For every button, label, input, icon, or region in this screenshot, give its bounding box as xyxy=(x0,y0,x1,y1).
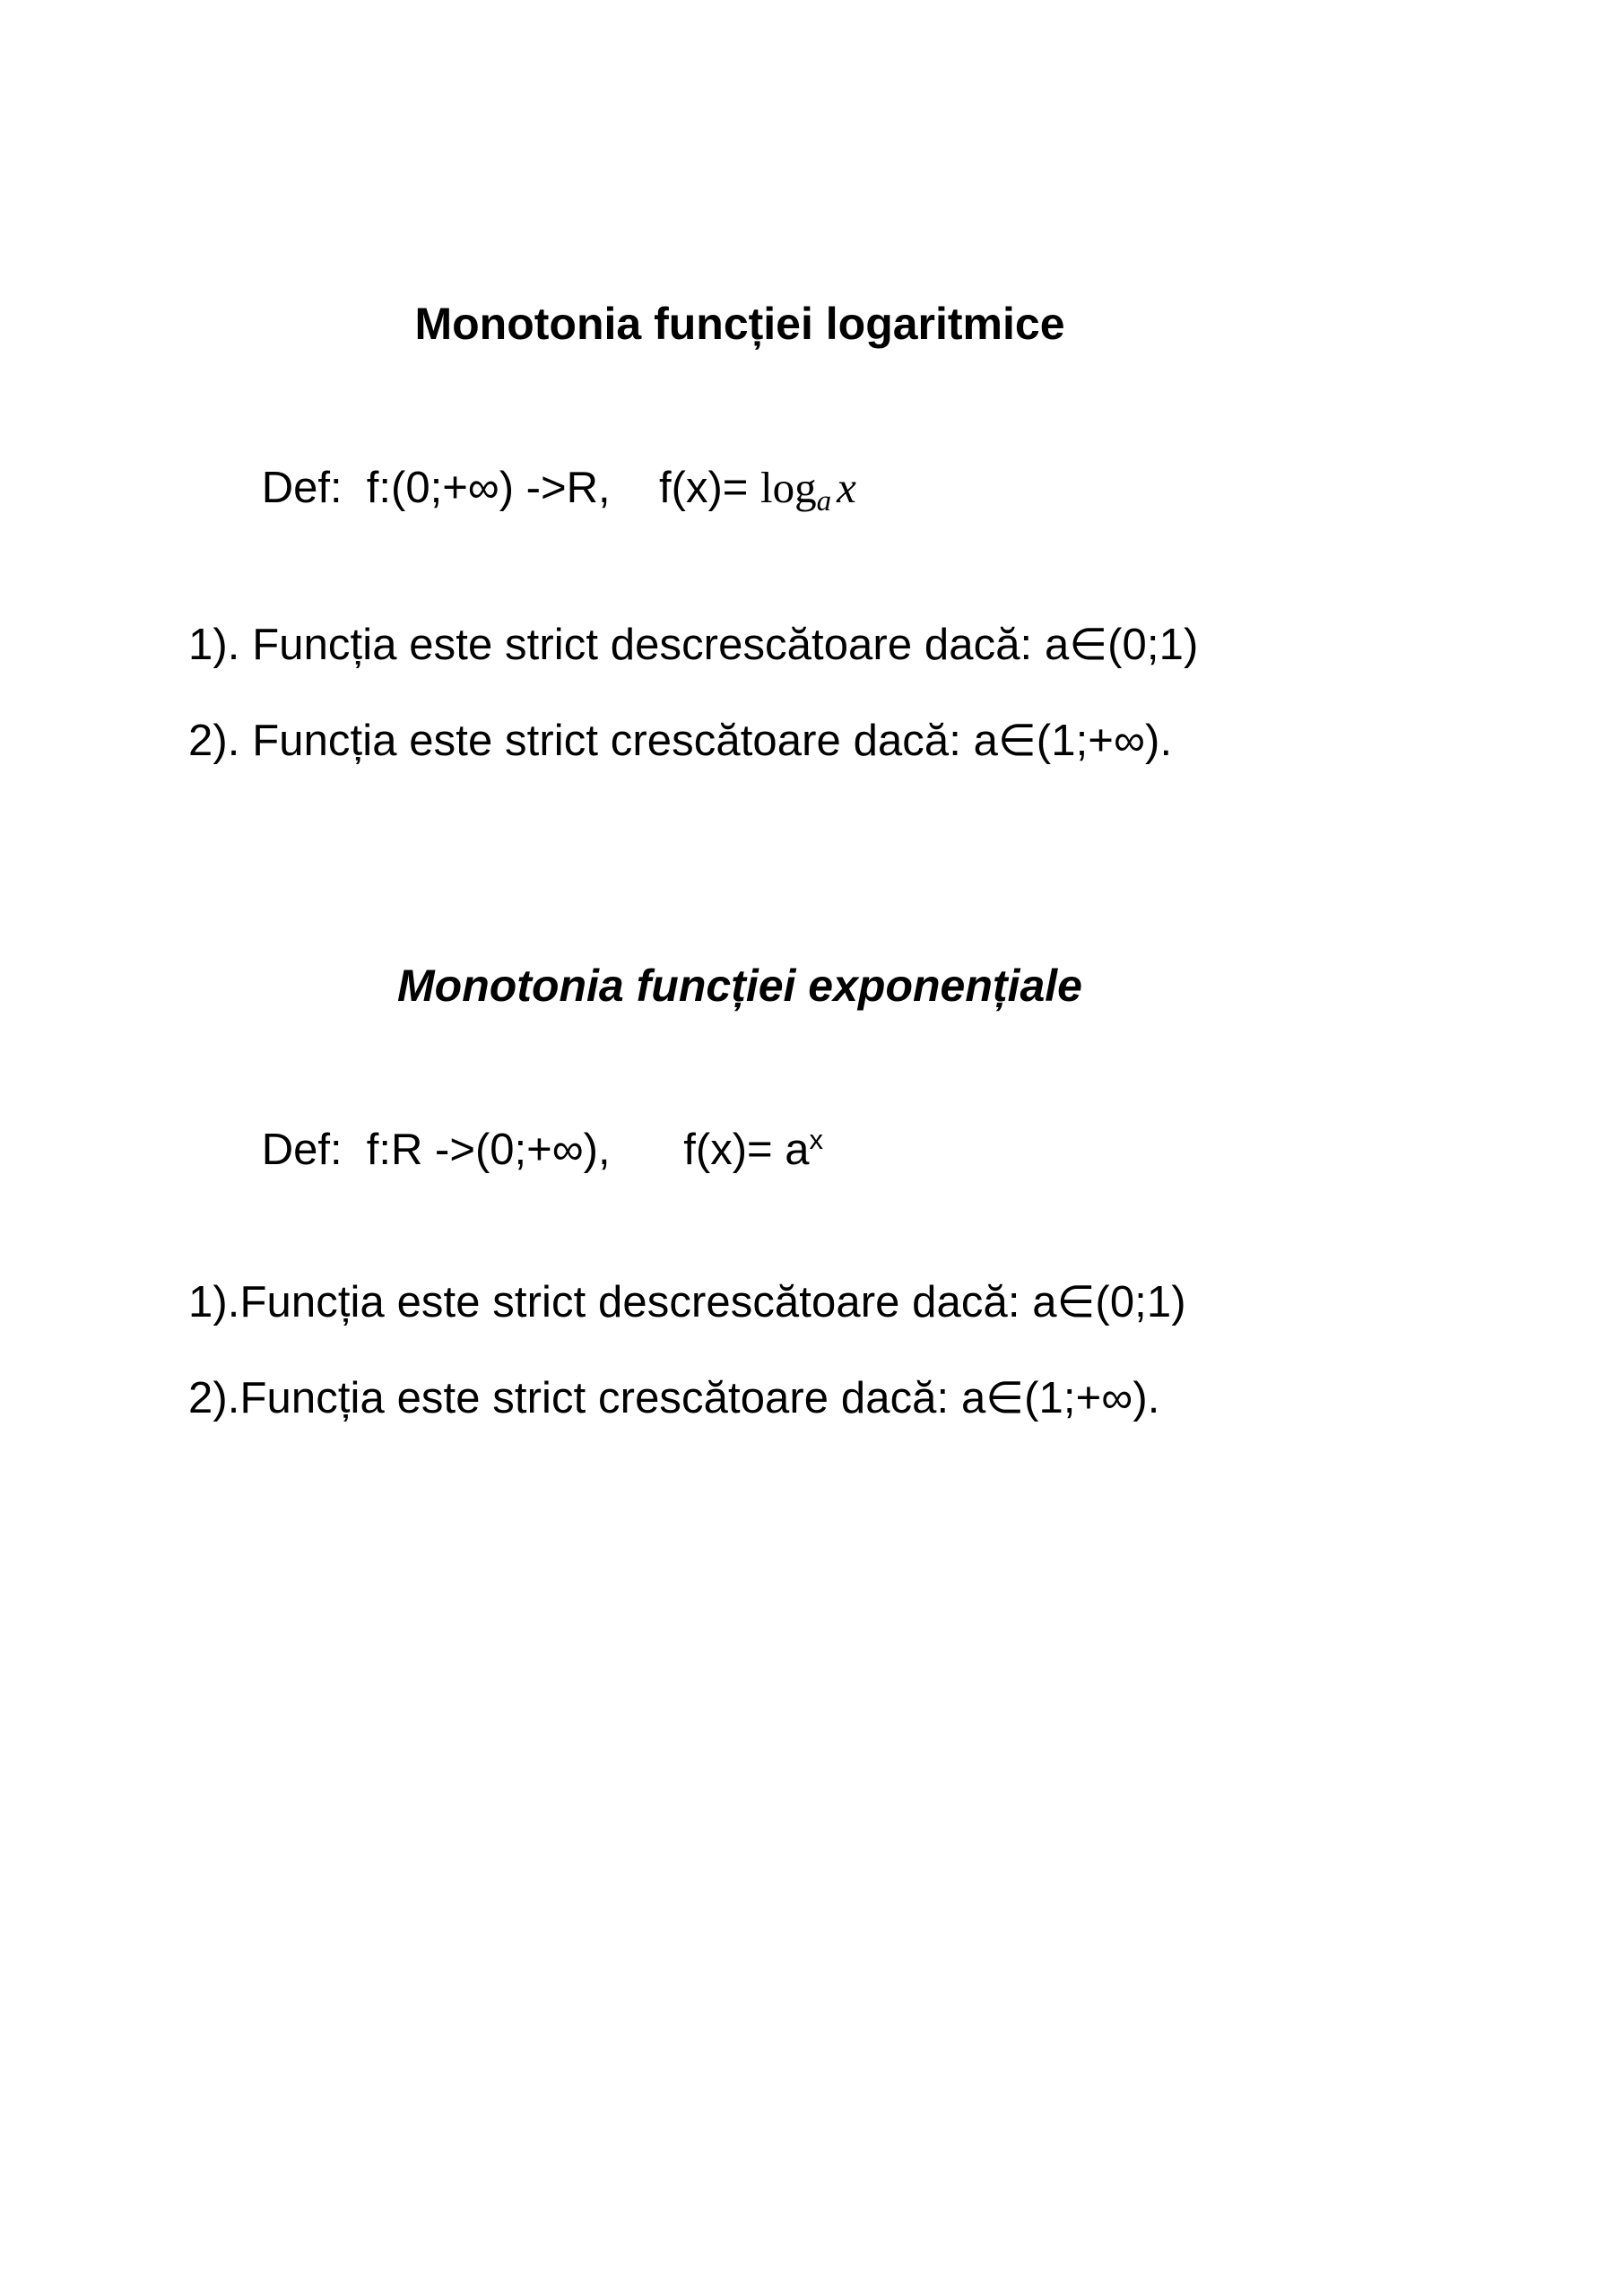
document-content xyxy=(188,296,1444,1465)
exponent-x: x xyxy=(809,1123,824,1155)
log-base: a xyxy=(816,485,832,518)
logarithmic-item-1: 1). Funcția este strict descrescătoare dacă: a∈(0;1) xyxy=(188,621,1199,669)
exponential-item-1: 1).Funcția este strict descrescătoare dacă: a∈(0;1) xyxy=(188,1277,1186,1326)
section-title-logarithmic: Monotonia funcției logaritmice xyxy=(414,299,1065,349)
definition-line-exponential xyxy=(188,1065,1444,1236)
log-expression xyxy=(760,463,856,518)
section-title-exponential: Monotonia funcției exponențiale xyxy=(397,961,1082,1012)
definition-prefix-exponential: Def: f:R ->(0;+∞), f(x)= a xyxy=(261,1125,810,1174)
section-gap xyxy=(188,807,1444,958)
log-symbol: log xyxy=(760,463,817,513)
definition-prefix-logarithmic: Def: f:(0;+∞) ->R, f(x)= xyxy=(261,464,761,513)
logarithmic-item-2: 2). Funcția este strict crescătoare dacă: a∈(1;+∞). xyxy=(188,716,1173,765)
log-argument: x xyxy=(837,463,856,513)
definition-line-logarithmic xyxy=(188,403,1444,579)
exponential-item-2: 2).Funcția este strict crescătoare dacă: a∈(1;+∞). xyxy=(188,1373,1160,1422)
